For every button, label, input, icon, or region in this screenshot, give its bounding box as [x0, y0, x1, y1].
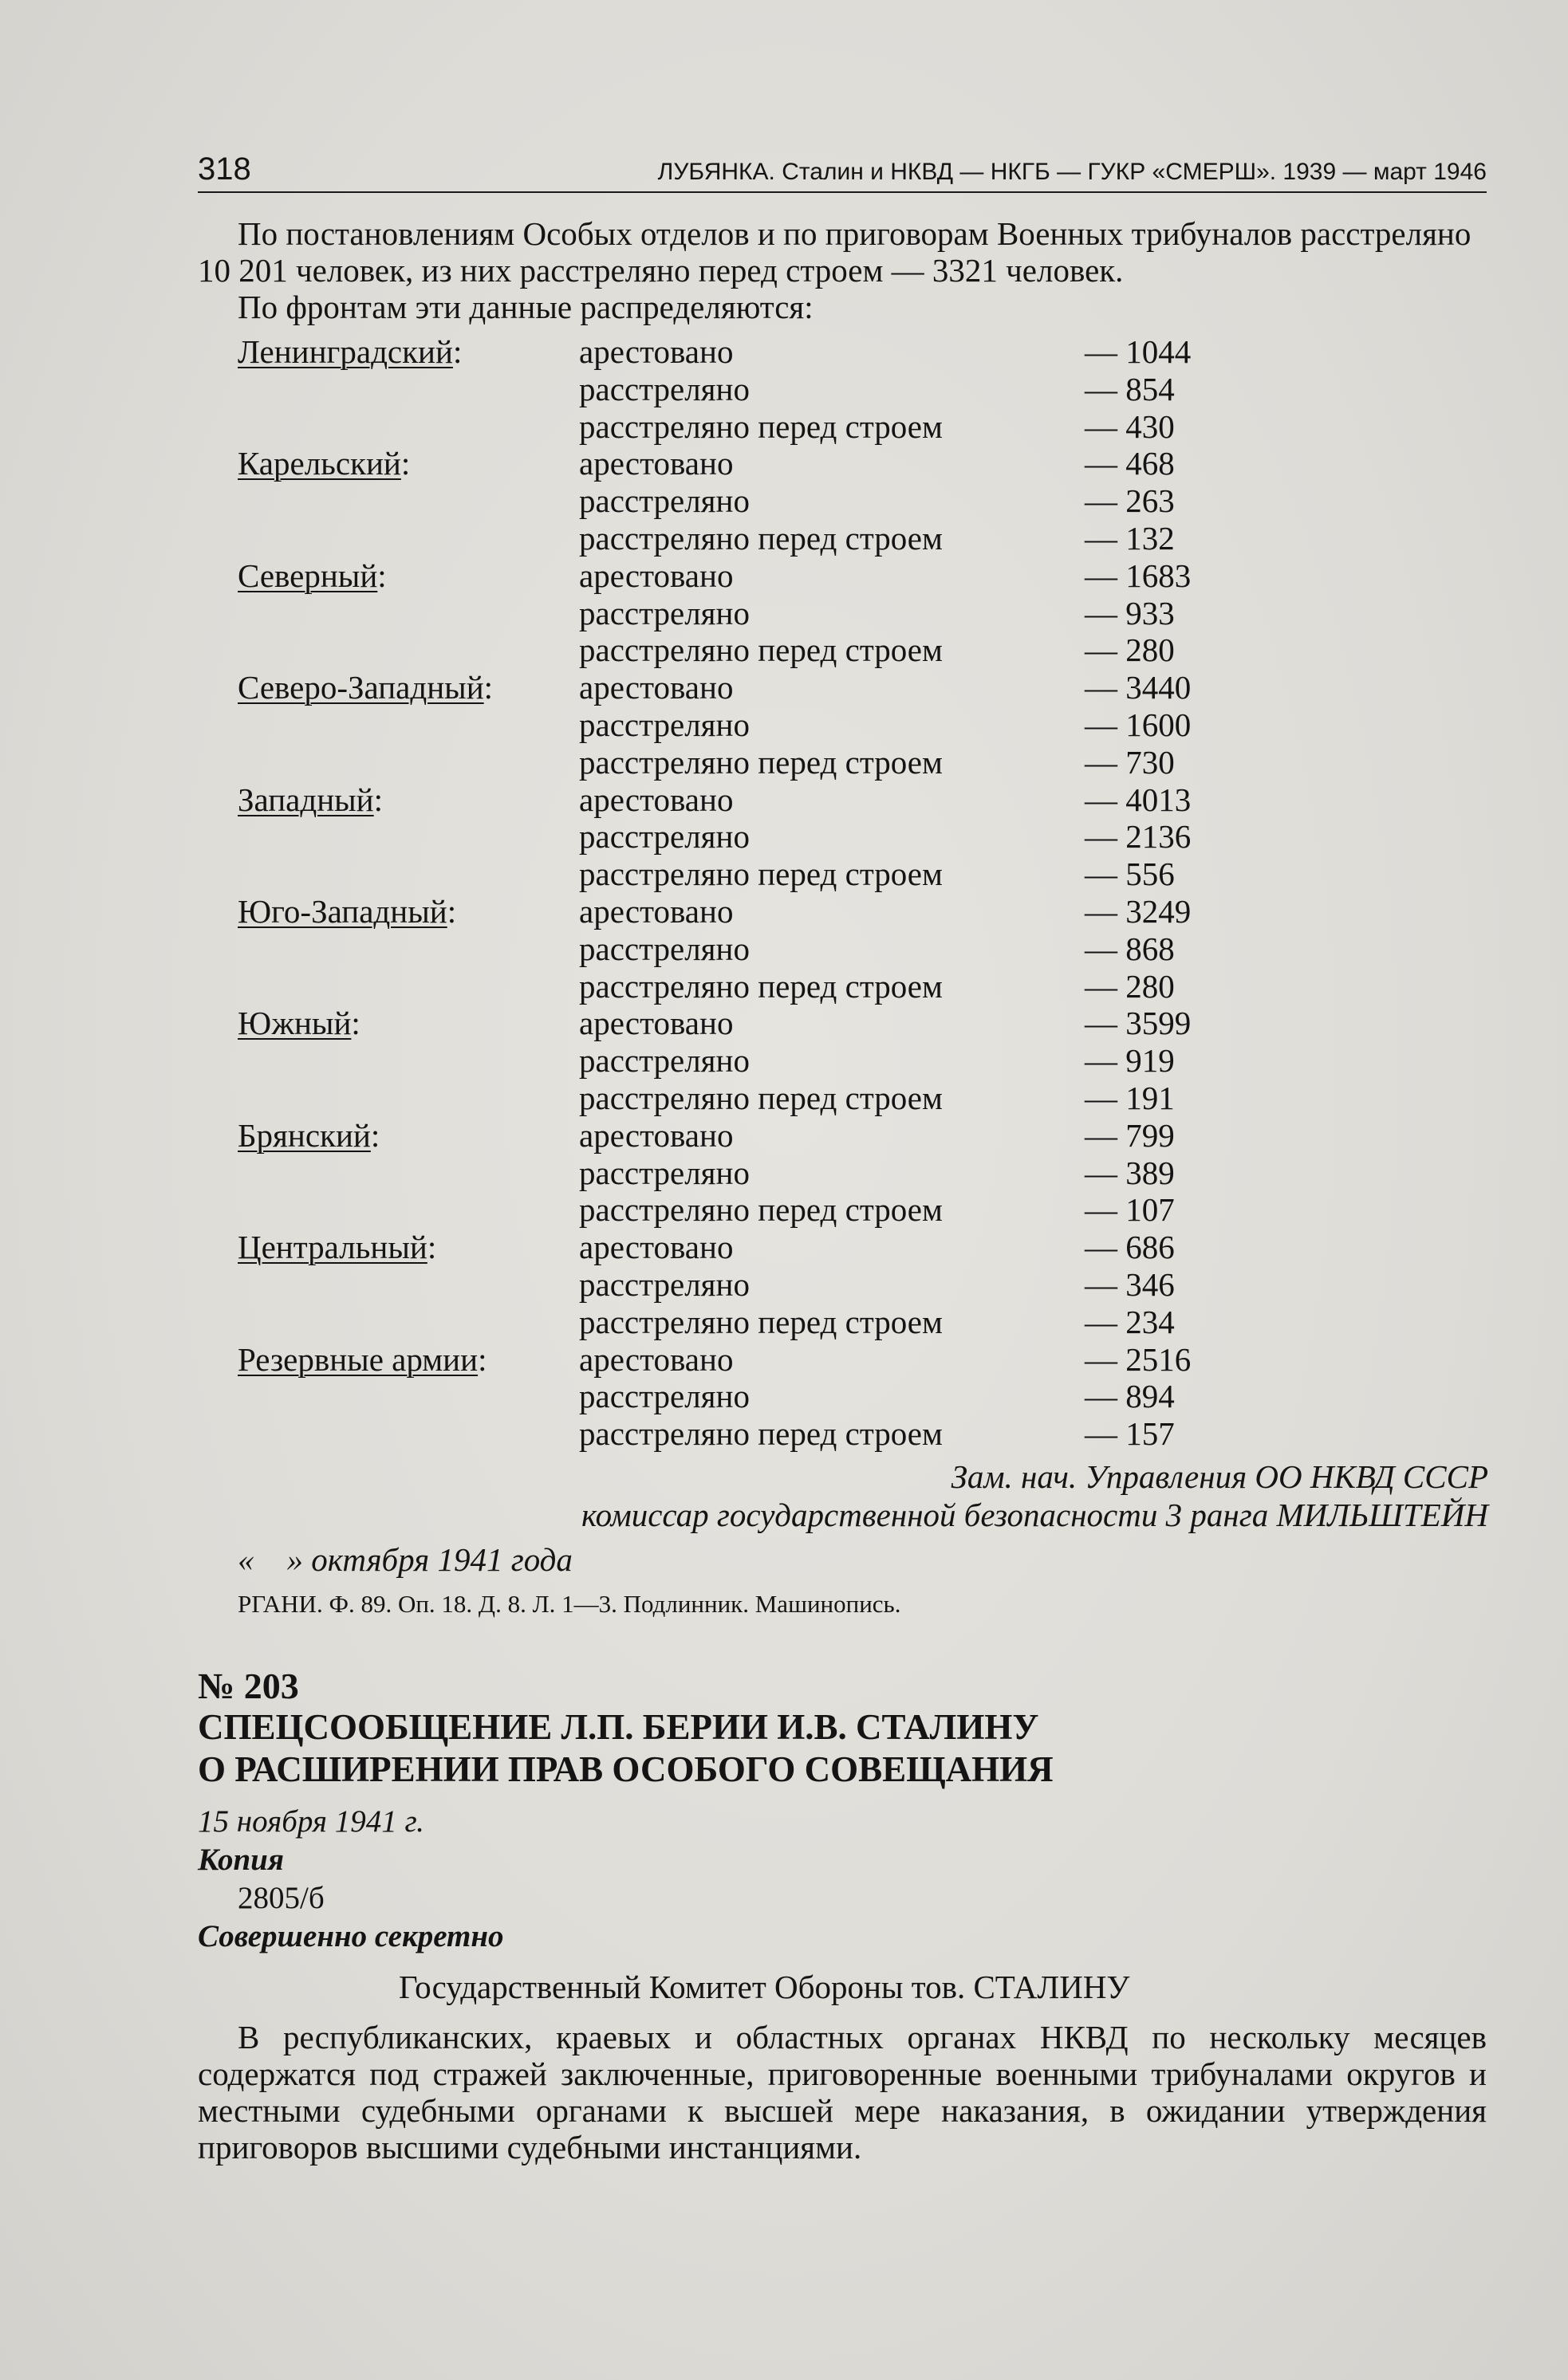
- front-name-text: Ленинградский: [238, 333, 453, 370]
- front-row-value: — 2516: [1085, 1340, 1192, 1378]
- front-row-label: расстреляно: [579, 594, 750, 631]
- front-row-label: арестовано: [579, 333, 734, 370]
- front-name-text: Юго-Западный: [238, 892, 447, 930]
- outgoing-number: 2805/б: [238, 1881, 325, 1915]
- front-row-value: — 107: [1085, 1191, 1175, 1229]
- front-row: [238, 1191, 1274, 1229]
- front-name-text: Карельский: [238, 445, 401, 482]
- front-row-label: расстреляно перед строем: [579, 856, 943, 893]
- front-name-text: Южный: [238, 1005, 352, 1042]
- signature-date: « » октября 1941 года: [238, 1541, 573, 1578]
- front-row: [238, 1229, 1274, 1266]
- front-row-label: арестовано: [579, 557, 734, 594]
- front-row-label: расстреляно перед строем: [579, 407, 943, 445]
- document-title: [198, 1706, 1054, 1791]
- front-row: [238, 1304, 1274, 1341]
- addressee: Государственный Комитет Обороны тов. СТАЛИНУ: [399, 1969, 1130, 2005]
- front-row-value: — 556: [1085, 856, 1175, 893]
- front-row: [238, 333, 1274, 371]
- front-row-value: — 894: [1085, 1378, 1175, 1415]
- front-name-text: Северо-Западный: [238, 669, 484, 706]
- front-name: Резервные армии:: [238, 1340, 487, 1378]
- copy-mark: Копия: [198, 1843, 284, 1877]
- front-row: [238, 669, 1274, 706]
- front-name: Южный:: [238, 1005, 360, 1042]
- front-row-label: расстреляно перед строем: [579, 967, 943, 1005]
- front-row-value: — 3440: [1085, 669, 1192, 706]
- front-row: [238, 482, 1274, 520]
- fronts-table: [238, 333, 1274, 1453]
- front-row-label: расстреляно: [579, 818, 750, 856]
- front-row-label: арестовано: [579, 781, 734, 818]
- front-row: [238, 595, 1274, 632]
- front-row-label: расстреляно перед строем: [579, 1079, 943, 1116]
- front-name: Западный:: [238, 781, 384, 818]
- front-row: [238, 445, 1274, 482]
- front-row-value: — 1044: [1085, 333, 1192, 370]
- intro-paragraph: По постановлениям Особых отделов и по приговорам Военных трибуналов расстреляно 10 201 человек, из них расстреляно перед строем — 3321 человек.: [198, 215, 1471, 289]
- intro-paragraph: По фронтам эти данные распределяются:: [238, 289, 814, 325]
- front-row-value: — 191: [1085, 1079, 1175, 1116]
- front-row: [238, 1005, 1274, 1042]
- secrecy-mark: Совершенно секретно: [198, 1919, 504, 1953]
- front-row: [238, 744, 1274, 781]
- front-row-label: расстреляно: [579, 1042, 750, 1080]
- front-name: Юго-Западный:: [238, 892, 457, 930]
- front-row-value: — 4013: [1085, 781, 1192, 818]
- front-row-value: — 686: [1085, 1229, 1175, 1266]
- document-title-line: О РАСШИРЕНИИ ПРАВ ОСОБОГО СОВЕЩАНИЯ: [198, 1749, 1054, 1789]
- document-date: 15 ноября 1941 г.: [198, 1804, 424, 1839]
- front-row-value: — 132: [1085, 519, 1175, 557]
- front-row: [238, 856, 1274, 893]
- front-name: Центральный:: [238, 1229, 437, 1266]
- front-row: [238, 968, 1274, 1005]
- front-row-label: арестовано: [579, 669, 734, 706]
- front-name-text: Северный: [238, 557, 378, 594]
- front-name: Северо-Западный:: [238, 669, 494, 706]
- front-row-value: — 1683: [1085, 557, 1192, 594]
- front-row: [238, 1080, 1274, 1117]
- front-row-label: расстреляно: [579, 706, 750, 743]
- front-row-value: — 2136: [1085, 818, 1192, 856]
- front-row: [238, 1155, 1274, 1192]
- front-row-label: арестовано: [579, 892, 734, 930]
- archive-reference: РГАНИ. Ф. 89. Оп. 18. Д. 8. Л. 1—3. Подлинник. Машинопись.: [238, 1590, 901, 1618]
- front-row-label: расстреляно перед строем: [579, 519, 943, 557]
- front-row: [238, 371, 1274, 408]
- front-row: [238, 818, 1274, 856]
- front-row-value: — 468: [1085, 445, 1175, 482]
- front-row-value: — 430: [1085, 407, 1175, 445]
- front-name: Ленинградский:: [238, 333, 463, 370]
- front-row-label: расстреляно перед строем: [579, 1191, 943, 1229]
- front-row-value: — 346: [1085, 1265, 1175, 1303]
- front-row: [238, 1341, 1274, 1379]
- front-row-value: — 868: [1085, 930, 1175, 967]
- front-row-label: расстреляно: [579, 482, 750, 520]
- front-name-text: Брянский: [238, 1116, 371, 1154]
- front-row: [238, 893, 1274, 930]
- front-name: Северный:: [238, 557, 387, 594]
- front-name: Брянский:: [238, 1116, 380, 1154]
- page-number: 318: [198, 151, 251, 187]
- front-row-label: арестовано: [579, 1340, 734, 1378]
- front-row: [238, 557, 1274, 595]
- front-row: [238, 1415, 1274, 1453]
- running-head: ЛУБЯНКА. Сталин и НКВД — НКГБ — ГУКР «СМЕРШ». 1939 — март 1946: [657, 159, 1487, 185]
- front-row-value: — 3249: [1085, 892, 1192, 930]
- front-row: [238, 408, 1274, 446]
- front-row-label: расстреляно: [579, 1378, 750, 1415]
- front-name-text: Резервные армии: [238, 1340, 479, 1378]
- front-row-label: расстреляно: [579, 930, 750, 967]
- document-number: № 203: [198, 1666, 299, 1706]
- front-row-value: — 1600: [1085, 706, 1192, 743]
- front-row: [238, 1117, 1274, 1155]
- front-row-value: — 234: [1085, 1303, 1175, 1340]
- front-row-label: арестовано: [579, 1116, 734, 1154]
- front-row: [238, 631, 1274, 669]
- front-row-label: расстреляно перед строем: [579, 631, 943, 669]
- front-row: [238, 781, 1274, 819]
- front-row-label: расстреляно перед строем: [579, 743, 943, 781]
- front-row-label: арестовано: [579, 1229, 734, 1266]
- front-row-value: — 933: [1085, 594, 1175, 631]
- front-row: [238, 706, 1274, 744]
- signature-position: Зам. нач. Управления ОО НКВД СССР: [951, 1458, 1488, 1495]
- front-row: [238, 1042, 1274, 1080]
- front-row-value: — 263: [1085, 482, 1175, 520]
- front-row: [238, 520, 1274, 557]
- front-row-value: — 157: [1085, 1415, 1175, 1453]
- front-name-text: Западный: [238, 781, 374, 818]
- front-row-label: арестовано: [579, 1005, 734, 1042]
- body-text: [198, 2019, 1487, 2166]
- front-row-label: расстреляно: [579, 1265, 750, 1303]
- front-row-value: — 3599: [1085, 1005, 1192, 1042]
- front-row-label: расстреляно перед строем: [579, 1303, 943, 1340]
- front-row-value: — 280: [1085, 631, 1175, 669]
- front-row-value: — 854: [1085, 370, 1175, 407]
- front-row-label: расстреляно: [579, 370, 750, 407]
- page-header: [198, 150, 1487, 193]
- front-row-value: — 389: [1085, 1154, 1175, 1191]
- front-row-value: — 730: [1085, 743, 1175, 781]
- body-paragraph: В республиканских, краевых и областных органах НКВД по нескольку месяцев содержатся под стражей заключенные, приговоренные военными трибуналами округов и местными судебными органами к высшей мере наказания, в ожидании утверждения приговоров высшими судебными инстанциями.: [198, 2019, 1487, 2166]
- intro-text: [198, 215, 1487, 325]
- front-row-value: — 919: [1085, 1042, 1175, 1080]
- document-title-line: СПЕЦСООБЩЕНИЕ Л.П. БЕРИИ И.В. СТАЛИНУ: [198, 1707, 1039, 1747]
- front-row-label: расстреляно: [579, 1154, 750, 1191]
- front-row-label: арестовано: [579, 445, 734, 482]
- front-row-label: расстреляно перед строем: [579, 1415, 943, 1453]
- front-row-value: — 799: [1085, 1116, 1175, 1154]
- front-row: [238, 930, 1274, 968]
- signature-name: комиссар государственной безопасности 3 ранга МИЛЬШТЕЙН: [581, 1497, 1488, 1533]
- front-name: Карельский:: [238, 445, 411, 482]
- front-row: [238, 1378, 1274, 1415]
- front-row: [238, 1266, 1274, 1304]
- front-name-text: Центральный: [238, 1229, 427, 1266]
- front-row-value: — 280: [1085, 967, 1175, 1005]
